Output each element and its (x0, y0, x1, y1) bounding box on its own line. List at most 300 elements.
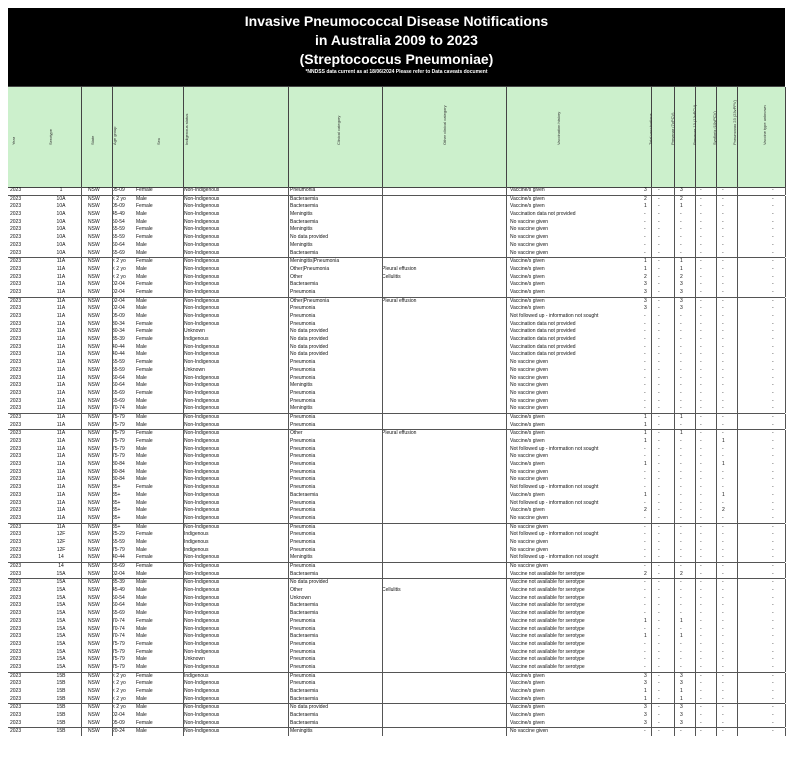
table-cell: - (644, 554, 646, 561)
table-cell: - (700, 476, 702, 483)
column-divider (288, 405, 289, 413)
column-divider (737, 484, 738, 492)
column-divider (716, 469, 717, 477)
table-cell: NSW (88, 336, 100, 343)
column-divider (81, 453, 82, 461)
column-divider (288, 563, 289, 571)
table-cell: - (680, 587, 682, 594)
column-divider (183, 398, 184, 406)
column-divider (695, 242, 696, 250)
column-divider (382, 242, 383, 250)
table-cell: 02-04 (112, 570, 125, 577)
table-cell: - (680, 640, 682, 647)
table-cell: 50-54 (112, 218, 125, 225)
table-cell: Male (136, 625, 147, 632)
table-cell: Non-Indigenous (184, 625, 220, 632)
table-cell: NSW (88, 413, 100, 420)
column-divider (112, 344, 113, 352)
column-divider (112, 602, 113, 610)
column-divider (288, 321, 289, 329)
column-divider (382, 390, 383, 398)
column-divider (288, 258, 289, 266)
column-divider (695, 461, 696, 469)
column-divider (737, 187, 738, 195)
table-cell: 11A (56, 421, 66, 428)
column-divider (695, 298, 696, 306)
table-cell: Vaccine/s given (510, 288, 545, 295)
column-divider (288, 226, 289, 234)
column-divider (785, 610, 786, 618)
table-cell: - (658, 602, 660, 609)
column-divider (716, 673, 717, 681)
table-cell: 3 (680, 305, 683, 312)
column-divider (506, 453, 507, 461)
table-cell: 3 (644, 187, 647, 193)
column-divider (506, 196, 507, 204)
column-divider (382, 203, 383, 211)
column-divider (674, 688, 675, 696)
column-divider (716, 226, 717, 234)
table-cell: Vaccine not available for serotype (510, 617, 585, 624)
column-divider (737, 203, 738, 211)
column-divider (651, 579, 652, 587)
table-cell: - (644, 531, 646, 538)
column-divider (695, 203, 696, 211)
table-cell: 40-44 (112, 554, 125, 561)
column-divider (382, 211, 383, 219)
table-cell: - (658, 430, 660, 437)
column-divider (506, 728, 507, 736)
table-cell: Non-Indigenous (184, 226, 220, 233)
table-cell: 3 (644, 680, 647, 687)
column-divider (737, 633, 738, 641)
column-divider (695, 712, 696, 720)
table-row (8, 429, 785, 438)
column-header: Pneumovax 23 (23vPPV) (732, 100, 737, 145)
column-divider (112, 484, 113, 492)
table-cell: NSW (88, 241, 100, 248)
table-cell: - (644, 640, 646, 647)
column-divider (183, 359, 184, 367)
column-divider (674, 696, 675, 704)
table-cell: 55-59 (112, 366, 125, 373)
column-header: Vaccination history (556, 111, 561, 145)
column-divider (382, 563, 383, 571)
table-cell: - (700, 265, 702, 272)
column-divider (506, 367, 507, 375)
table-cell: 2023 (10, 445, 22, 452)
table-cell: Bacteraemia (290, 491, 319, 498)
table-cell: 2023 (10, 587, 22, 594)
table-cell: 02-04 (112, 297, 125, 304)
table-cell: - (772, 211, 774, 218)
table-cell: Pneumonia (290, 389, 316, 396)
table-cell: - (658, 453, 660, 460)
column-divider (81, 720, 82, 728)
table-cell: Non-Indigenous (184, 258, 220, 265)
column-divider (112, 234, 113, 242)
column-divider (785, 336, 786, 344)
table-cell: 2023 (10, 476, 22, 483)
table-cell: - (722, 389, 724, 396)
table-cell: - (680, 421, 682, 428)
column-divider (674, 430, 675, 438)
table-cell: Non-Indigenous (184, 476, 220, 483)
column-divider (183, 438, 184, 446)
table-cell: Male (136, 579, 147, 586)
column-divider (785, 289, 786, 297)
table-cell: - (700, 570, 702, 577)
table-cell: 02-04 (112, 712, 125, 719)
table-cell: - (680, 366, 682, 373)
column-divider (651, 453, 652, 461)
table-cell: No vaccine given (510, 226, 549, 233)
table-cell: NSW (88, 507, 100, 514)
column-divider (716, 664, 717, 672)
table-cell: NSW (88, 531, 100, 538)
column-header: Indigenous status (184, 113, 189, 145)
column-divider (183, 469, 184, 477)
table-cell: - (722, 320, 724, 327)
table-cell: - (700, 704, 702, 711)
column-divider (112, 641, 113, 649)
table-cell: - (658, 680, 660, 687)
table-cell: NSW (88, 688, 100, 694)
column-divider (288, 351, 289, 359)
table-cell: Non-Indigenous (184, 249, 220, 256)
column-divider (674, 405, 675, 413)
column-divider (288, 313, 289, 321)
table-cell: Female (136, 281, 153, 288)
column-divider (382, 382, 383, 390)
column-divider (737, 680, 738, 688)
column-divider (288, 187, 289, 195)
table-cell: Non-Indigenous (184, 484, 220, 491)
column-divider (651, 507, 652, 515)
column-divider (81, 554, 82, 562)
column-divider (785, 351, 786, 359)
column-divider (112, 531, 113, 539)
column-divider (288, 274, 289, 282)
table-cell: NSW (88, 249, 100, 256)
table-cell: Indigenous (184, 546, 209, 553)
table-row (8, 641, 785, 649)
table-cell: No vaccine given (510, 453, 549, 460)
column-divider (506, 313, 507, 321)
column-divider (382, 187, 383, 195)
table-cell: - (658, 297, 660, 304)
column-divider (651, 438, 652, 446)
table-cell: - (700, 336, 702, 343)
table-cell: 80-84 (112, 461, 125, 468)
table-cell: - (700, 587, 702, 594)
table-cell: NSW (88, 430, 100, 437)
column-divider (716, 539, 717, 547)
column-divider (288, 696, 289, 704)
table-cell: 11A (56, 265, 66, 272)
column-divider (183, 336, 184, 344)
column-divider (382, 351, 383, 359)
column-divider (785, 414, 786, 422)
column-divider (112, 187, 113, 195)
column-divider (785, 390, 786, 398)
column-divider (651, 382, 652, 390)
table-cell: 3 (644, 672, 647, 679)
table-cell: Non-Indigenous (184, 663, 220, 670)
column-divider (737, 618, 738, 626)
table-cell: 25-29 (112, 531, 125, 538)
table-cell: - (700, 633, 702, 640)
column-divider (183, 712, 184, 720)
table-cell: - (700, 203, 702, 210)
column-divider (112, 524, 113, 532)
column-divider (112, 250, 113, 258)
table-cell: - (700, 258, 702, 265)
column-divider (674, 571, 675, 579)
table-cell: 11A (56, 297, 66, 304)
table-cell: Vaccine not available for serotype (510, 663, 585, 670)
table-cell: 2023 (10, 258, 22, 265)
table-cell: 3 (644, 712, 647, 719)
column-divider (716, 367, 717, 375)
column-divider (506, 563, 507, 571)
column-divider (716, 336, 717, 344)
column-divider (183, 595, 184, 603)
column-divider (651, 595, 652, 603)
table-cell: Non-Indigenous (184, 514, 220, 521)
column-divider (674, 250, 675, 258)
column-divider (785, 266, 786, 274)
column-divider (716, 430, 717, 438)
table-cell: 15A (56, 656, 66, 663)
table-cell: NSW (88, 563, 100, 569)
column-divider (288, 641, 289, 649)
column-divider (695, 313, 696, 321)
column-divider (506, 187, 507, 195)
column-divider (674, 281, 675, 289)
table-cell: Unknown (184, 328, 205, 335)
column-divider (506, 359, 507, 367)
table-cell: 2 (644, 570, 647, 577)
column-divider (288, 211, 289, 219)
column-divider (183, 219, 184, 227)
table-cell: 60-64 (112, 382, 125, 389)
column-divider (674, 414, 675, 422)
table-cell: < 2 yo (112, 688, 126, 694)
column-divider (112, 226, 113, 234)
table-row (8, 359, 785, 367)
column-divider (737, 398, 738, 406)
table-cell: - (772, 203, 774, 210)
table-cell: 2023 (10, 633, 22, 640)
column-divider (651, 554, 652, 562)
table-cell: - (722, 366, 724, 373)
table-row (8, 398, 785, 406)
table-cell: Non-Indigenous (184, 438, 220, 444)
column-divider (737, 587, 738, 595)
column-divider (785, 446, 786, 454)
table-cell: - (722, 625, 724, 632)
table-row (8, 610, 785, 618)
table-cell: 60-64 (112, 241, 125, 248)
table-cell: - (722, 258, 724, 265)
table-cell: 1 (644, 413, 647, 420)
table-cell: - (680, 234, 682, 241)
table-cell: 11A (56, 514, 66, 521)
table-cell: 2023 (10, 430, 22, 437)
column-divider (506, 531, 507, 539)
table-cell: - (722, 187, 724, 193)
table-cell: Non-Indigenous (184, 218, 220, 225)
table-cell: - (658, 195, 660, 202)
table-cell: - (658, 241, 660, 248)
column-divider (651, 476, 652, 484)
column-divider (737, 579, 738, 587)
column-divider (651, 673, 652, 681)
column-divider (695, 430, 696, 438)
table-cell: No data provided (290, 351, 329, 358)
table-cell: Vaccine/s given (510, 265, 545, 272)
table-cell: - (772, 288, 774, 295)
column-divider (112, 500, 113, 508)
table-cell: NSW (88, 351, 100, 358)
table-cell: - (658, 211, 660, 218)
table-row (8, 633, 785, 641)
column-divider (737, 375, 738, 383)
table-cell: Pneumonia (290, 546, 316, 553)
table-cell: - (772, 297, 774, 304)
table-cell: 1 (59, 187, 63, 193)
table-cell: NSW (88, 602, 100, 609)
column-divider (716, 587, 717, 595)
table-cell: 2023 (10, 704, 22, 711)
table-cell: 3 (644, 297, 647, 304)
table-cell: 2023 (10, 468, 22, 475)
table-cell: Non-Indigenous (184, 617, 220, 624)
column-divider (288, 281, 289, 289)
table-cell: Male (136, 453, 147, 460)
column-divider (716, 476, 717, 484)
table-cell: NSW (88, 499, 100, 506)
column-divider (651, 539, 652, 547)
table-cell: - (700, 680, 702, 687)
table-cell: Female (136, 359, 153, 366)
column-divider (81, 305, 82, 313)
column-divider (785, 626, 786, 634)
table-cell: 2023 (10, 313, 22, 319)
table-cell: 3 (644, 281, 647, 288)
column-divider (674, 453, 675, 461)
table-cell: 75-79 (112, 421, 125, 428)
column-divider (506, 626, 507, 634)
table-cell: - (772, 531, 774, 538)
table-cell: 75-79 (112, 663, 125, 670)
header-divider (785, 87, 786, 187)
table-cell: 11A (56, 320, 66, 327)
table-cell: - (658, 719, 660, 726)
table-cell: - (722, 579, 724, 586)
table-cell: 75-79 (112, 640, 125, 647)
table-cell: - (644, 389, 646, 396)
column-divider (81, 500, 82, 508)
table-cell: Pneumonia (290, 680, 316, 687)
column-divider (716, 554, 717, 562)
column-divider (695, 673, 696, 681)
table-cell: 10A (56, 241, 66, 248)
column-divider (716, 313, 717, 321)
table-cell: 20-24 (112, 728, 125, 735)
table-cell: Vaccine not available for serotype (510, 640, 585, 647)
column-divider (716, 187, 717, 195)
table-cell: Vaccine not available for serotype (510, 602, 585, 609)
table-cell: NSW (88, 570, 100, 577)
table-cell: 55-59 (112, 226, 125, 233)
table-cell: - (700, 366, 702, 373)
column-divider (288, 712, 289, 720)
table-cell: Male (136, 313, 147, 319)
table-cell: - (772, 625, 774, 632)
column-divider (81, 298, 82, 306)
column-divider (183, 554, 184, 562)
table-cell: 2023 (10, 625, 22, 632)
column-divider (506, 500, 507, 508)
column-divider (112, 398, 113, 406)
table-cell: - (772, 719, 774, 726)
column-divider (695, 405, 696, 413)
table-row (8, 305, 785, 313)
column-divider (651, 446, 652, 454)
column-divider (183, 196, 184, 204)
table-cell: - (772, 491, 774, 498)
table-cell: Female (136, 617, 153, 624)
table-cell: - (772, 579, 774, 586)
table-cell: - (722, 211, 724, 218)
table-cell: 11A (56, 359, 66, 366)
table-cell: NSW (88, 258, 100, 265)
column-divider (785, 633, 786, 641)
table-cell: - (722, 563, 724, 569)
table-cell: 12F (56, 531, 66, 538)
column-divider (674, 618, 675, 626)
column-divider (674, 579, 675, 587)
column-divider (506, 398, 507, 406)
column-divider (506, 633, 507, 641)
column-divider (674, 595, 675, 603)
column-divider (382, 250, 383, 258)
table-cell: 2023 (10, 695, 22, 702)
column-divider (382, 626, 383, 634)
column-divider (183, 351, 184, 359)
column-divider (183, 281, 184, 289)
column-divider (81, 328, 82, 336)
table-cell: No vaccine given (510, 397, 549, 404)
table-cell: 2023 (10, 712, 22, 719)
table-cell: - (644, 226, 646, 233)
column-divider (183, 453, 184, 461)
column-divider (695, 367, 696, 375)
column-divider (81, 524, 82, 532)
table-cell: Male (136, 587, 147, 594)
column-divider (288, 633, 289, 641)
column-divider (674, 610, 675, 618)
table-cell: Indigenous (184, 672, 209, 679)
table-cell: - (722, 633, 724, 640)
column-divider (674, 211, 675, 219)
column-divider (737, 664, 738, 672)
table-cell: No vaccine given (510, 546, 549, 553)
table-cell: - (680, 461, 682, 468)
column-divider (785, 313, 786, 321)
